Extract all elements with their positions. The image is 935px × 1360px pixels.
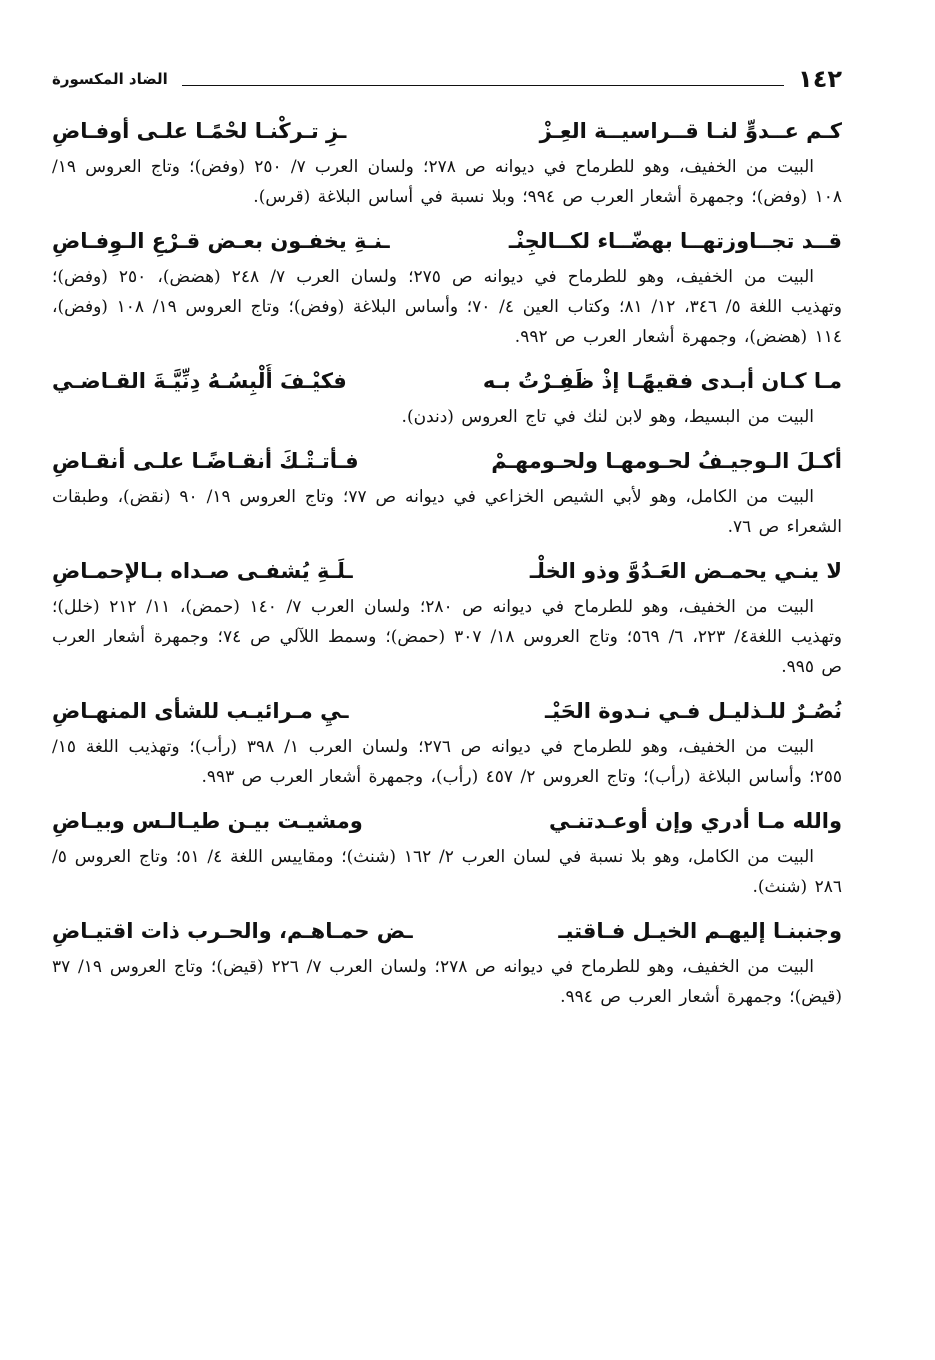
verse-second-hemistich: فكيْـفَ أُلْبِسُـهُ دِنِّيَّـةَ القـاضـي [52, 369, 347, 393]
verse-entry [52, 554, 842, 682]
verse-source-note: البيت من الخفيف، وهو للطرماح في ديوانه ص ٢٧٨؛ ولسان العرب ٧/ ٢٥٠ (وفض)؛ وتاج العروس ١٩/ ١٠٨ (وفض)؛ وجمهرة أشعار العرب ص ٩٩٤؛ وبلا نسبة في أساس البلاغة (قرس). [52, 157, 842, 207]
verse-line [52, 364, 842, 398]
verse-second-hemistich: ـيِ مـرائيـب للشأى المنهـاضِ [52, 699, 349, 723]
verse-entry [52, 224, 842, 352]
verse-source-note: البيت من الخفيف، وهو للطرماح في ديوانه ص ٢٧٦؛ ولسان العرب ١/ ٣٩٨ (رأب)؛ وتهذيب اللغة ١٥/ ٢٥٥؛ وأساس البلاغة (رأب)؛ وتاج العروس ٢/ ٤٥٧ (رأب)، وجمهرة أشعار العرب ص ٩٩٣. [52, 737, 842, 787]
verse-source-note: البيت من البسيط، وهو لابن لنك في تاج العروس (دندن). [401, 407, 814, 427]
verse-second-hemistich: ـزِ تـركْنـا لحْمًـا علـى أوفـاضِ [52, 119, 347, 143]
verse-first-hemistich: كـم عــدوٍّ لنـا قــراسيــة العِـزْ [539, 119, 842, 143]
verse-entry [52, 364, 842, 432]
verse-entry [52, 914, 842, 1012]
verse-entry [52, 694, 842, 792]
verse-first-hemistich: قــد تجــاوزتهــا بهضّــاء لكــالجِنْـ [508, 229, 842, 253]
verse-line [52, 554, 842, 588]
verse-entries [52, 114, 842, 1012]
verse-entry [52, 444, 842, 542]
verse-source-note: البيت من الخفيف، وهو للطرماح في ديوانه ص ٢٧٨؛ ولسان العرب ٧/ ٢٢٦ (قيض)؛ وتاج العروس ١٩/ ٣٧ (قيض)؛ وجمهرة أشعار العرب ص ٩٩٤. [52, 957, 842, 1007]
verse-source-note: البيت من الكامل، وهو لأبي الشيص الخزاعي في ديوانه ص ٧٧؛ وتاج العروس ١٩/ ٩٠ (نقض)، وطبقات الشعراء ص ٧٦. [52, 487, 842, 537]
verse-first-hemistich: والله مـا أدري وإن أوعـدتنـي [548, 809, 842, 833]
verse-second-hemistich: ـلَـةِ يُشفـى صـداه بـالإحمـاضِ [52, 559, 353, 583]
verse-source-note: البيت من الخفيف، وهو للطرماح في ديوانه ص ٢٨٠؛ ولسان العرب ٧/ ١٤٠ (حمض)، ١١/ ٢١٢ (خلل)؛ وتهذيب اللغة٤/ ٢٢٣، ٦/ ٥٦٩؛ وتاج العروس ١٨/ ٣٠٧ (حمض)؛ وسمط اللآلي ص ٧٤؛ وجمهرة أشعار العرب ص ٩٩٥. [52, 597, 843, 677]
verse-first-hemistich: نُصُـرٌ للـذليـل فـي نـدوة الحَيْـ [545, 699, 842, 723]
verse-line [52, 444, 842, 478]
page-number: ١٤٢ [798, 65, 842, 93]
verse-second-hemistich: ـض حمـاهـم، والحـرب ذات اقتيـاضِ [52, 919, 413, 943]
verse-line [52, 224, 842, 258]
verse-line [52, 114, 842, 148]
verse-entry [52, 804, 842, 902]
verse-line [52, 914, 842, 948]
running-title: الضاد المكسورة [52, 70, 168, 88]
verse-first-hemistich: وجنبنـا إليهـم الخيـل فـاقتيـ [558, 919, 842, 943]
verse-line [52, 804, 842, 838]
verse-line [52, 694, 842, 728]
verse-second-hemistich: فـأتـتْـكَ أنقـاضًـا علـى أنقـاضِ [52, 449, 359, 473]
verse-first-hemistich: مـا كـان أبـدى فقيهًـا إذْ ظَفِـرْتُ بـه [482, 369, 842, 393]
verse-source-note: البيت من الكامل، وهو بلا نسبة في لسان العرب ٢/ ١٦٢ (شنث)؛ ومقاييس اللغة ٤/ ٥١؛ وتاج العروس ٥/ ٢٨٦ (شنث). [52, 847, 842, 897]
verse-second-hemistich: ومشيـت بيـن طيـالـس وبيـاضِ [52, 809, 363, 833]
verse-entry [52, 114, 842, 212]
book-page [52, 62, 842, 1024]
verse-first-hemistich: أكـلَ الـوجيـفُ لحـومهـا ولحـومهـمْ [491, 449, 842, 473]
verse-first-hemistich: لا ينـي يحمـض العَـدُوَّ وذو الخلْـ [529, 559, 842, 583]
page-header [52, 62, 842, 96]
verse-second-hemistich: ـنـةِ يخفـون بعـض قـرْعِ الـوِفـاضِ [52, 229, 390, 253]
header-rule [182, 85, 784, 86]
verse-source-note: البيت من الخفيف، وهو للطرماح في ديوانه ص ٢٧٥؛ ولسان العرب ٧/ ٢٤٨ (هضض)، ٢٥٠ (وفض)؛ وتهذيب اللغة ٥/ ٣٤٦، ١٢/ ٨١؛ وكتاب العين ٤/ ٧٠؛ وأساس البلاغة (وفض)؛ وتاج العروس ١٩/ ١٠٨ (وفض)، ١١٤ (هضض)، وجمهرة أشعار العرب ص ٩٩٢. [52, 267, 842, 347]
